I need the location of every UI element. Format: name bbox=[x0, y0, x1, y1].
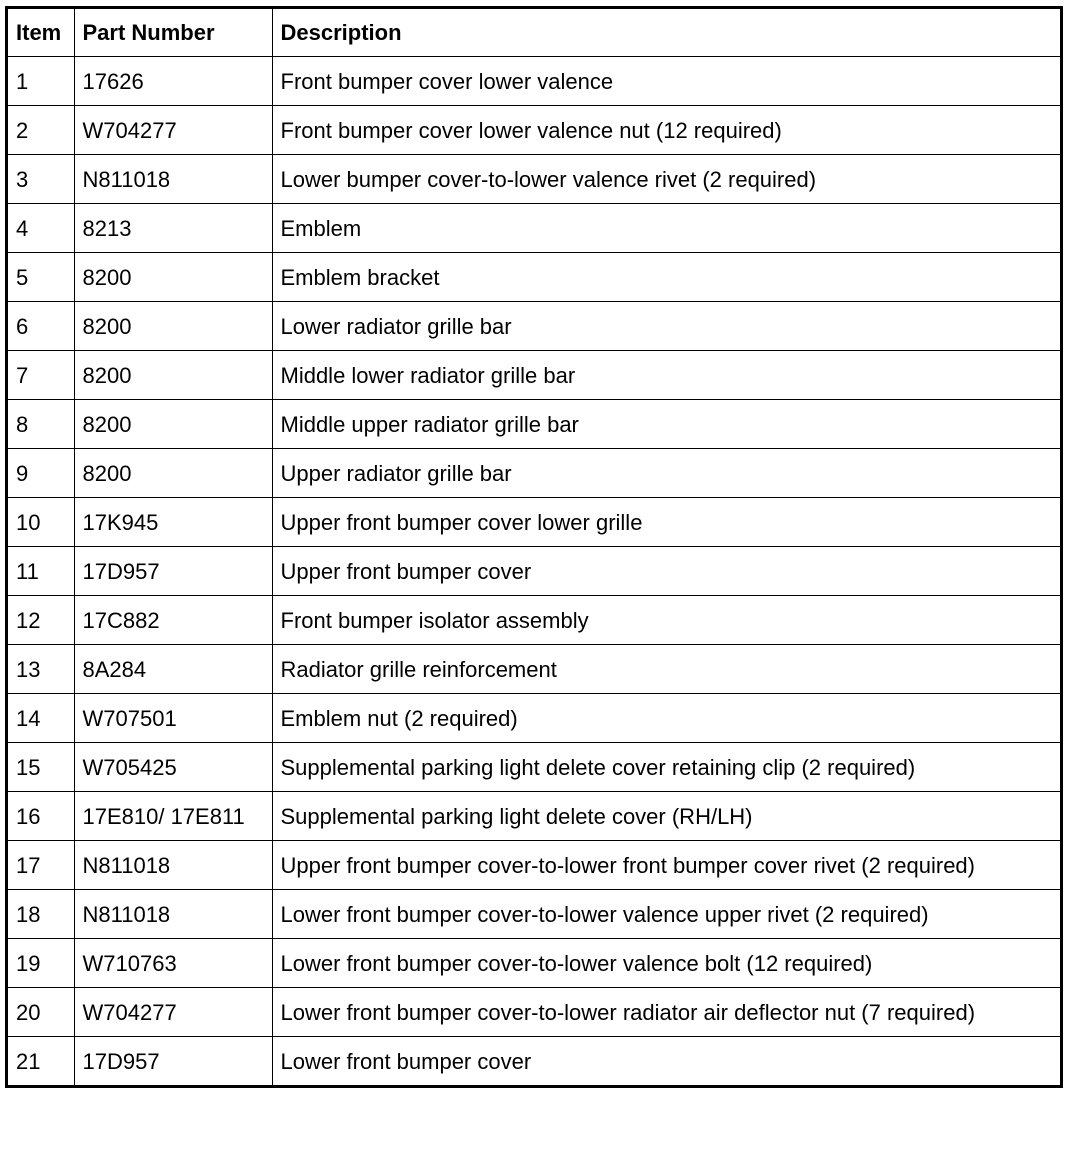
table-header bbox=[8, 9, 1060, 56]
cell-description: Radiator grille reinforcement bbox=[272, 644, 1060, 693]
cell-description: Upper radiator grille bar bbox=[272, 448, 1060, 497]
table-row bbox=[8, 105, 1060, 154]
table-row bbox=[8, 1036, 1060, 1085]
parts-table bbox=[8, 9, 1060, 1085]
table-row bbox=[8, 546, 1060, 595]
cell-part-number: 8200 bbox=[74, 399, 272, 448]
cell-item: 19 bbox=[8, 938, 74, 987]
cell-description: Emblem bbox=[272, 203, 1060, 252]
table-row bbox=[8, 840, 1060, 889]
table-row bbox=[8, 791, 1060, 840]
cell-item: 12 bbox=[8, 595, 74, 644]
cell-item: 3 bbox=[8, 154, 74, 203]
cell-description: Emblem nut (2 required) bbox=[272, 693, 1060, 742]
cell-item: 6 bbox=[8, 301, 74, 350]
header-item: Item bbox=[8, 9, 74, 56]
cell-item: 20 bbox=[8, 987, 74, 1036]
cell-item: 8 bbox=[8, 399, 74, 448]
table-row bbox=[8, 448, 1060, 497]
table-row bbox=[8, 350, 1060, 399]
cell-description: Middle lower radiator grille bar bbox=[272, 350, 1060, 399]
cell-description: Lower front bumper cover bbox=[272, 1036, 1060, 1085]
cell-description: Lower radiator grille bar bbox=[272, 301, 1060, 350]
cell-description: Lower bumper cover-to-lower valence rivet (2 required) bbox=[272, 154, 1060, 203]
table-row bbox=[8, 938, 1060, 987]
cell-part-number: N811018 bbox=[74, 840, 272, 889]
cell-description: Upper front bumper cover bbox=[272, 546, 1060, 595]
cell-part-number: W710763 bbox=[74, 938, 272, 987]
cell-part-number: 8200 bbox=[74, 448, 272, 497]
table-row bbox=[8, 742, 1060, 791]
cell-item: 11 bbox=[8, 546, 74, 595]
cell-item: 5 bbox=[8, 252, 74, 301]
table-row bbox=[8, 987, 1060, 1036]
cell-item: 21 bbox=[8, 1036, 74, 1085]
header-row bbox=[8, 9, 1060, 56]
table-row bbox=[8, 301, 1060, 350]
table-row bbox=[8, 56, 1060, 105]
cell-item: 17 bbox=[8, 840, 74, 889]
cell-part-number: W704277 bbox=[74, 987, 272, 1036]
table-row bbox=[8, 203, 1060, 252]
cell-part-number: 17E810/ 17E811 bbox=[74, 791, 272, 840]
cell-item: 7 bbox=[8, 350, 74, 399]
table-row bbox=[8, 399, 1060, 448]
cell-description: Emblem bracket bbox=[272, 252, 1060, 301]
cell-part-number: 17C882 bbox=[74, 595, 272, 644]
cell-item: 13 bbox=[8, 644, 74, 693]
cell-part-number: W707501 bbox=[74, 693, 272, 742]
table-row bbox=[8, 497, 1060, 546]
cell-description: Upper front bumper cover lower grille bbox=[272, 497, 1060, 546]
cell-item: 9 bbox=[8, 448, 74, 497]
cell-description: Lower front bumper cover-to-lower valence upper rivet (2 required) bbox=[272, 889, 1060, 938]
table-row bbox=[8, 693, 1060, 742]
cell-part-number: 17D957 bbox=[74, 546, 272, 595]
cell-description: Lower front bumper cover-to-lower valence bolt (12 required) bbox=[272, 938, 1060, 987]
cell-item: 15 bbox=[8, 742, 74, 791]
table-row bbox=[8, 644, 1060, 693]
cell-item: 4 bbox=[8, 203, 74, 252]
cell-item: 14 bbox=[8, 693, 74, 742]
cell-part-number: N811018 bbox=[74, 154, 272, 203]
cell-description: Front bumper cover lower valence nut (12 required) bbox=[272, 105, 1060, 154]
table-body bbox=[8, 56, 1060, 1085]
parts-table-container bbox=[5, 6, 1063, 1088]
cell-description: Front bumper isolator assembly bbox=[272, 595, 1060, 644]
cell-part-number: 17K945 bbox=[74, 497, 272, 546]
cell-part-number: W705425 bbox=[74, 742, 272, 791]
cell-part-number: 8213 bbox=[74, 203, 272, 252]
header-description: Description bbox=[272, 9, 1060, 56]
cell-description: Lower front bumper cover-to-lower radiator air deflector nut (7 required) bbox=[272, 987, 1060, 1036]
cell-part-number: 8200 bbox=[74, 252, 272, 301]
cell-item: 10 bbox=[8, 497, 74, 546]
cell-item: 2 bbox=[8, 105, 74, 154]
cell-description: Supplemental parking light delete cover (RH/LH) bbox=[272, 791, 1060, 840]
cell-part-number: W704277 bbox=[74, 105, 272, 154]
cell-item: 1 bbox=[8, 56, 74, 105]
cell-description: Upper front bumper cover-to-lower front bumper cover rivet (2 required) bbox=[272, 840, 1060, 889]
cell-part-number: 8200 bbox=[74, 350, 272, 399]
table-row bbox=[8, 889, 1060, 938]
cell-item: 18 bbox=[8, 889, 74, 938]
table-row bbox=[8, 154, 1060, 203]
table-row bbox=[8, 595, 1060, 644]
cell-item: 16 bbox=[8, 791, 74, 840]
cell-part-number: N811018 bbox=[74, 889, 272, 938]
cell-part-number: 8A284 bbox=[74, 644, 272, 693]
cell-description: Supplemental parking light delete cover retaining clip (2 required) bbox=[272, 742, 1060, 791]
header-part-number: Part Number bbox=[74, 9, 272, 56]
cell-part-number: 17D957 bbox=[74, 1036, 272, 1085]
cell-part-number: 17626 bbox=[74, 56, 272, 105]
cell-part-number: 8200 bbox=[74, 301, 272, 350]
cell-description: Middle upper radiator grille bar bbox=[272, 399, 1060, 448]
table-row bbox=[8, 252, 1060, 301]
cell-description: Front bumper cover lower valence bbox=[272, 56, 1060, 105]
